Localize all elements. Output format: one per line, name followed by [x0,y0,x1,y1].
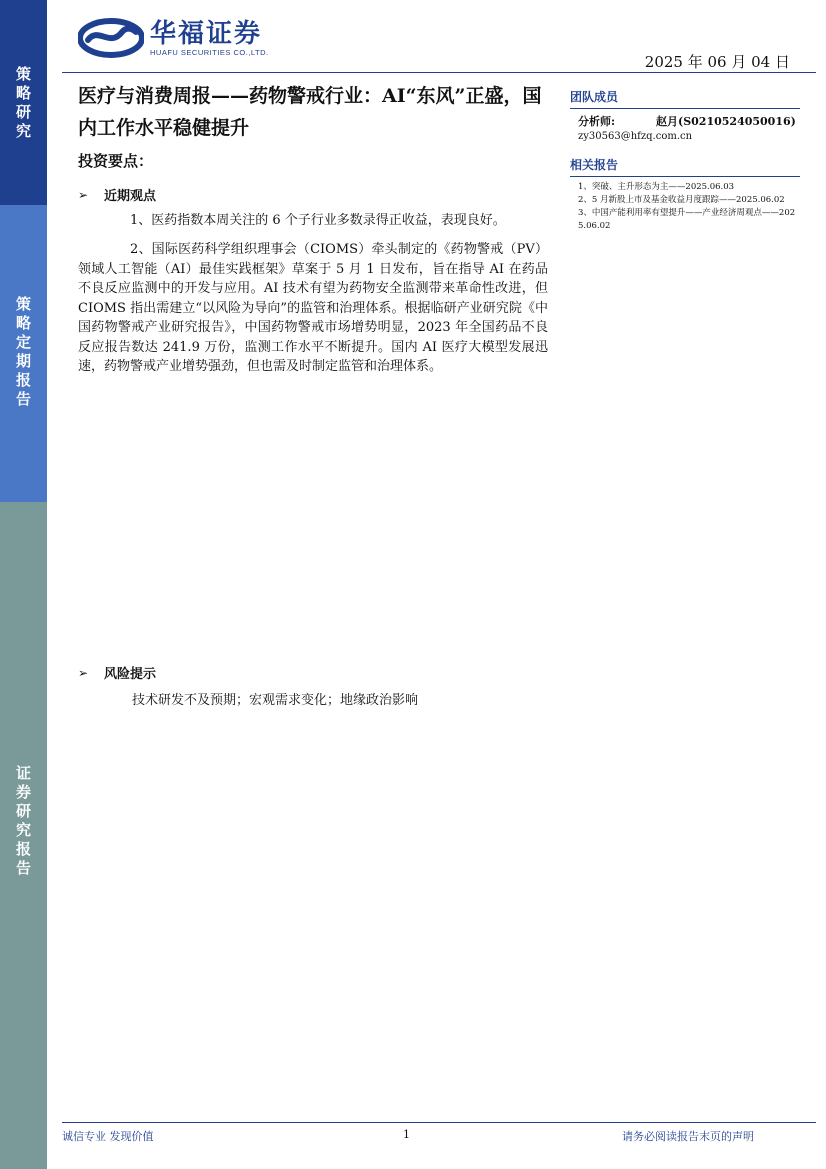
sidebar-band-periodic-report [0,205,47,502]
analyst-name: 赵月(S0210524050016) [656,115,796,128]
huafu-logo-icon [78,18,144,58]
recent-views-label: 近期观点 [104,189,157,204]
arrow-bullet-icon: ➢ [78,665,89,680]
report-date: 2025 年 06 月 04 日 [644,53,790,71]
sidebar-band-strategy-research [0,0,47,205]
related-divider [570,176,800,177]
related-report-item[interactable]: 1、突破、主升形态为主——2025.06.03 [578,182,735,192]
recent-views-paragraph-2: 2、国际医药科学组织理事会（CIOMS）牵头制定的《药物警戒（PV）领域人工智能（AI）最佳实践框架》草案于 5 月 1 日发布，旨在指导 AI 在药品不良反应监测中的开发与应用。AI 技术有望为药物安全监测带来革命性改进，但 CIOMS 指出需建立“以风险为导向”的监管和治理体系。根据临研产业研究院《中国药物警戒产业研究报告》，中国药物警戒市场增势明显，2023 年全国药品不良反应报告数达 241.9 万份，监测工作水平不断提升。国内 AI 医疗大模型发展迅速，药物警戒产业增势强劲，但也需及时制定监管和治理体系。 [78,242,548,374]
related-report-item[interactable]: 2、5 月新股上市及基金收益月度跟踪——2025.06.02 [578,195,785,205]
right-column [570,88,800,233]
analyst-email[interactable]: zy30563@hfzq.com.cn [578,131,693,142]
header-divider [62,72,816,73]
team-members-heading: 团队成员 [570,90,619,104]
page-number: 1 [403,1128,410,1141]
recent-views-paragraph-1: 1、医药指数本周关注的 6 个子行业多数录得正收益，表现良好。 [130,213,506,228]
investment-highlights-heading: 投资要点： [78,152,154,170]
sidebar-band-label: 证券研究报告 [15,764,31,877]
logo-english-name: HUAFU SECURITIES CO.,LTD. [150,47,269,57]
related-reports-list [570,181,800,233]
arrow-bullet-icon: ➢ [78,187,89,202]
risk-text: 技术研发不及预期；宏观需求变化；地缘政治影响 [132,693,419,708]
risk-heading [78,663,156,682]
report-title: 医疗与消费周报——药物警戒行业：AI“东风”正盛，国内工作水平稳健提升 [78,85,542,139]
related-reports-heading: 相关报告 [570,158,619,172]
sidebar-band-label: 策略研究 [15,65,31,140]
analyst-label: 分析师: [578,115,616,128]
recent-views-heading [78,185,156,204]
sidebar-band-label: 策略定期报告 [15,295,31,408]
team-divider [570,108,800,109]
footer-slogan: 诚信专业 发现价值 [62,1130,154,1143]
footer-disclaimer: 请务必阅读报告末页的声明 [622,1130,754,1143]
sidebar-band-securities-report [0,502,47,1169]
logo-chinese-name: 华福证券 [150,18,263,49]
analyst-row [570,113,800,129]
footer-divider [62,1122,816,1123]
sidebar [0,0,47,1169]
company-logo [78,18,269,58]
risk-label: 风险提示 [104,667,157,682]
related-report-item[interactable]: 3、中国产能利用率有望提升——产业经济周观点——2025.06.02 [578,208,796,231]
